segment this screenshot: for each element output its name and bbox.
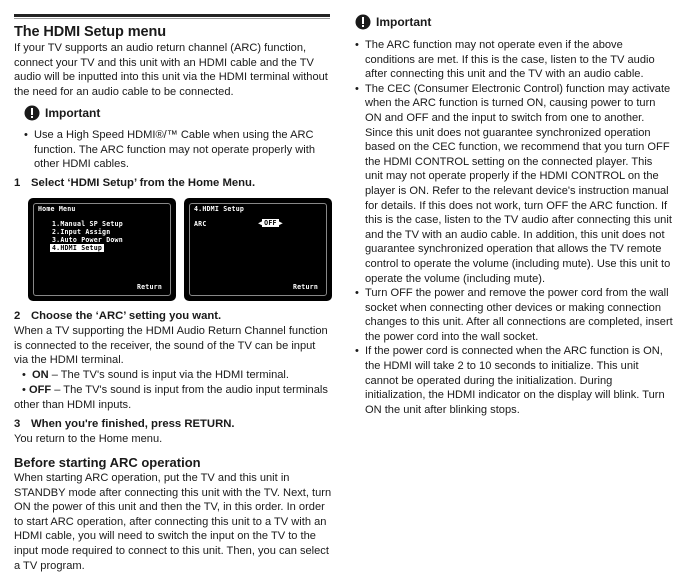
important-bullet: • The ARC function may not operate even if the above conditions are met. If this is the case, listen to the TV audio after connecting this unit and the TV with an audio cable.: [355, 38, 673, 82]
important-icon: [24, 105, 40, 121]
before-arc-body: When starting ARC operation, put the TV and this unit in STANDBY mode after connecting this unit with the TV. Next, turn ON the power of this unit and then the TV, in this order. In order to start ARC operation, after connecting this unit to a TV with an HDMI cable, you will need to switch the input on the TV to the input mode required to connect to this unit. Then, you can select a TV program.: [14, 472, 332, 572]
screen-title: 4.HDMI Setup: [194, 205, 245, 213]
arc-label: ARC: [194, 220, 207, 228]
step-text: When you're finished, press RETURN.: [31, 418, 235, 430]
important-bullet: • Turn OFF the power and remove the power cord from the wall socket when connecting other devices or making connection changes to this unit. After all connections are completed, insert the power cord into the wall socket.: [355, 286, 673, 344]
step-3-body: You return to the Home menu.: [14, 433, 163, 445]
important-label: Important: [376, 15, 432, 29]
hdmi-setup-screen: [184, 198, 332, 301]
return-label: Return: [292, 283, 318, 291]
return-label: Return: [136, 283, 162, 291]
home-menu-screen: [28, 198, 176, 301]
arc-value: OFF: [264, 219, 277, 227]
on-option: • ON – The TV's sound is input via the HDMI terminal.: [22, 368, 342, 383]
important-heading: [24, 105, 100, 121]
section-rule-thin: [14, 18, 330, 19]
section-rule: [14, 14, 330, 17]
important-bullet: • Use a High Speed HDMI®/™ Cable when using the ARC function. The ARC function may not operate properly with other HDMI cables.: [24, 128, 342, 172]
arrow-right-icon: ▶: [278, 219, 283, 227]
step-2-body: When a TV supporting the HDMI Audio Return Channel function is connected to the receiver, the sound of the TV can be input via the HDMI terminal.: [14, 325, 328, 367]
important-bullet: • The CEC (Consumer Electronic Control) function may activate when the ARC function is turned ON, causing power to turn ON and OFF and the input to switch from one to another. Since this unit does not guarantee synchronized operation based on the CEC function, we recommend that you turn OFF the HDMI CONTROL setting on the connected player. This unit may not operate properly if the HDMI CONTROL on the player is ON. Refer to the relevant device's instruction manual for details. If this does not work, turn OFF the ARC function. If this is the case, listen to the TV audio after connecting this unit and the TV with an audio cable. In addition, this unit does not guarantee synchronized operation that allows the TV remote control to operate the volume (including mute). Use this unit to operate the volume (including mute).: [355, 82, 673, 286]
important-heading: [355, 14, 431, 30]
arrow-left-icon: ◀: [258, 219, 263, 227]
step-2: [14, 310, 221, 322]
off-option: • OFF – The TV's sound is input from the audio input terminals other than HDMI inputs.: [14, 384, 328, 411]
step-3: [14, 418, 235, 430]
section-title: The HDMI Setup menu: [14, 24, 166, 40]
step-number: 3: [14, 418, 21, 430]
important-icon: [355, 14, 371, 30]
before-arc-title: Before starting ARC operation: [14, 455, 201, 470]
menu-item-auto-power-down: 3.Auto Power Down: [52, 236, 123, 244]
menu-item-manual-sp: 1.Manual SP Setup: [52, 220, 123, 228]
step-text: Select ‘HDMI Setup’ from the Home Menu.: [31, 177, 256, 189]
step-text: Choose the ‘ARC’ setting you want.: [31, 310, 222, 322]
arc-value-selector: [258, 219, 283, 227]
important-bullet: • If the power cord is connected when the ARC function is ON, the HDMI will take 2 to 10 seconds to initialize. This unit cannot be operated during the initialization. During initialization, the HDMI indicator on the display will blink. Turn ON the unit after blinking stops.: [355, 344, 673, 417]
important-label: Important: [45, 106, 101, 120]
menu-item-hdmi-setup: 4.HDMI Setup: [52, 244, 103, 252]
step-number: 2: [14, 310, 21, 322]
menu-item-input-assign: 2.Input Assign: [52, 228, 111, 236]
screen-title: Home Menu: [38, 205, 76, 213]
step-number: 1: [14, 177, 21, 189]
important-list: [355, 38, 673, 417]
intro-paragraph: If your TV supports an audio return channel (ARC) function, connect your TV and this unit with an HDMI cable and the TV audio will be inputted into this unit via the HDMI terminal without the need for an audio cable to be connected.: [14, 42, 328, 98]
step-1: [14, 177, 255, 189]
